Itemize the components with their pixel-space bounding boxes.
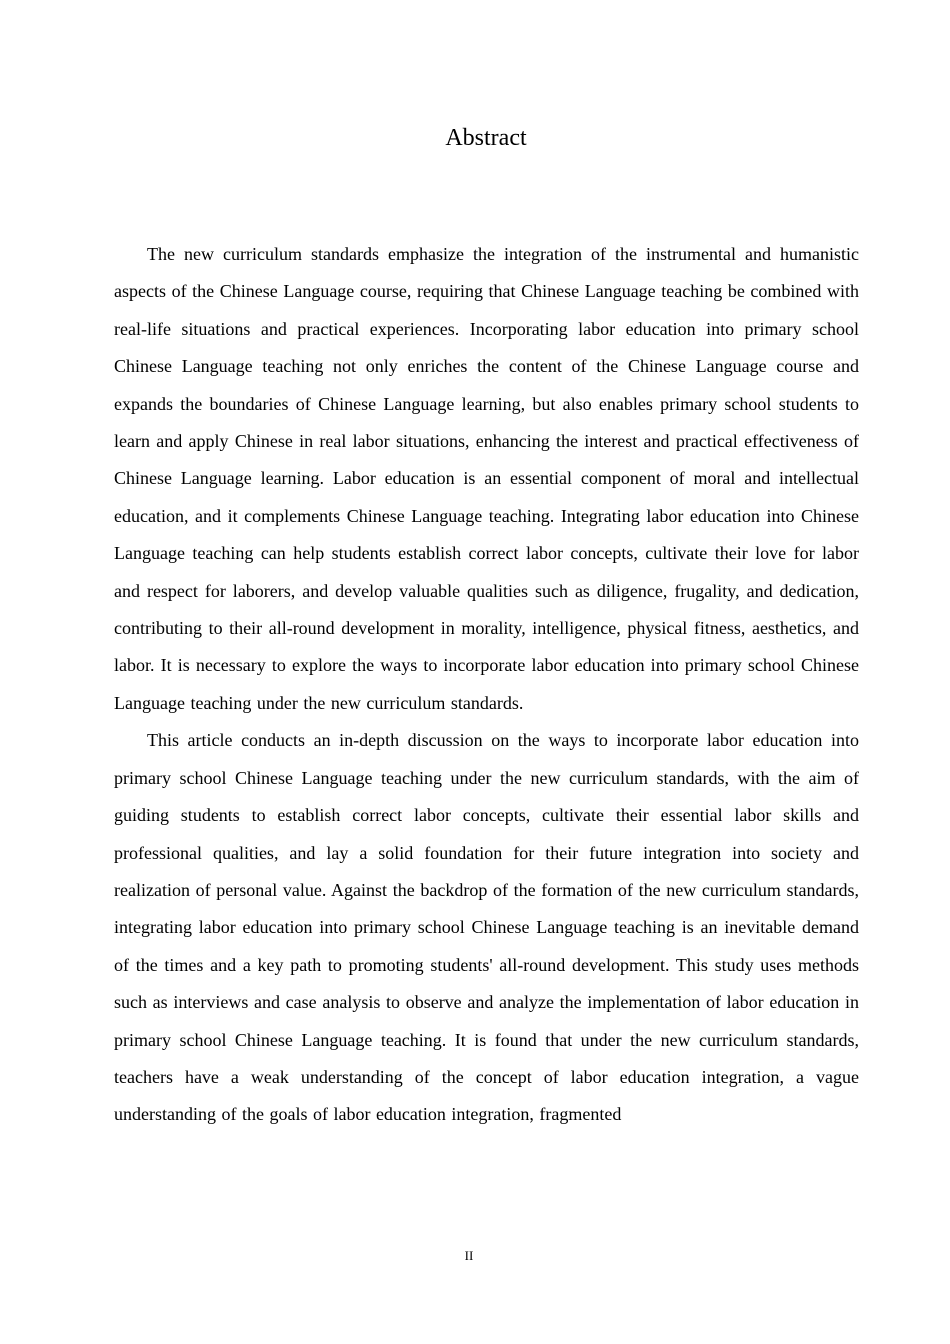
page-title: Abstract [445, 125, 527, 151]
abstract-paragraph-2: This article conducts an in-depth discussion on the ways to incorporate labor education into primary school Chinese Language teaching under the new curriculum standards, with the aim of guiding students to establish correct labor concepts, cultivate their essential labor skills and professional qualities, and lay a solid foundation for their future integration into society and realization of personal value. Against the backdrop of the formation of the new curriculum standards, integrating labor education into primary school Chinese Language teaching is an inevitable demand of the times and a key path to promoting students' all-round development. This study uses methods such as interviews and case analysis to observe and analyze the implementation of labor education in primary school Chinese Language teaching. It is found that under the new curriculum standards, teachers have a weak understanding of the concept of labor education integration, a vague understanding of the goals of labor education integration, fragmented [114, 730, 859, 1125]
abstract-body [114, 236, 859, 1134]
page-number: II [464, 1248, 474, 1263]
abstract-paragraph-1: The new curriculum standards emphasize the integration of the instrumental and humanistic aspects of the Chinese Language course, requiring that Chinese Language teaching be combined with real-life situations and practical experiences. Incorporating labor education into primary school Chinese Language teaching not only enriches the content of the Chinese Language course and expands the boundaries of Chinese Language learning, but also enables primary school students to learn and apply Chinese in real labor situations, enhancing the interest and practical effectiveness of Chinese Language learning. Labor education is an essential component of moral and intellectual education, and it complements Chinese Language teaching. Integrating labor education into Chinese Language teaching can help students establish correct labor concepts, cultivate their love for labor and respect for laborers, and develop valuable qualities such as diligence, frugality, and dedication, contributing to their all-round development in morality, intelligence, physical fitness, aesthetics, and labor. It is necessary to explore the ways to incorporate labor education into primary school Chinese Language teaching under the new curriculum standards. [114, 244, 859, 713]
